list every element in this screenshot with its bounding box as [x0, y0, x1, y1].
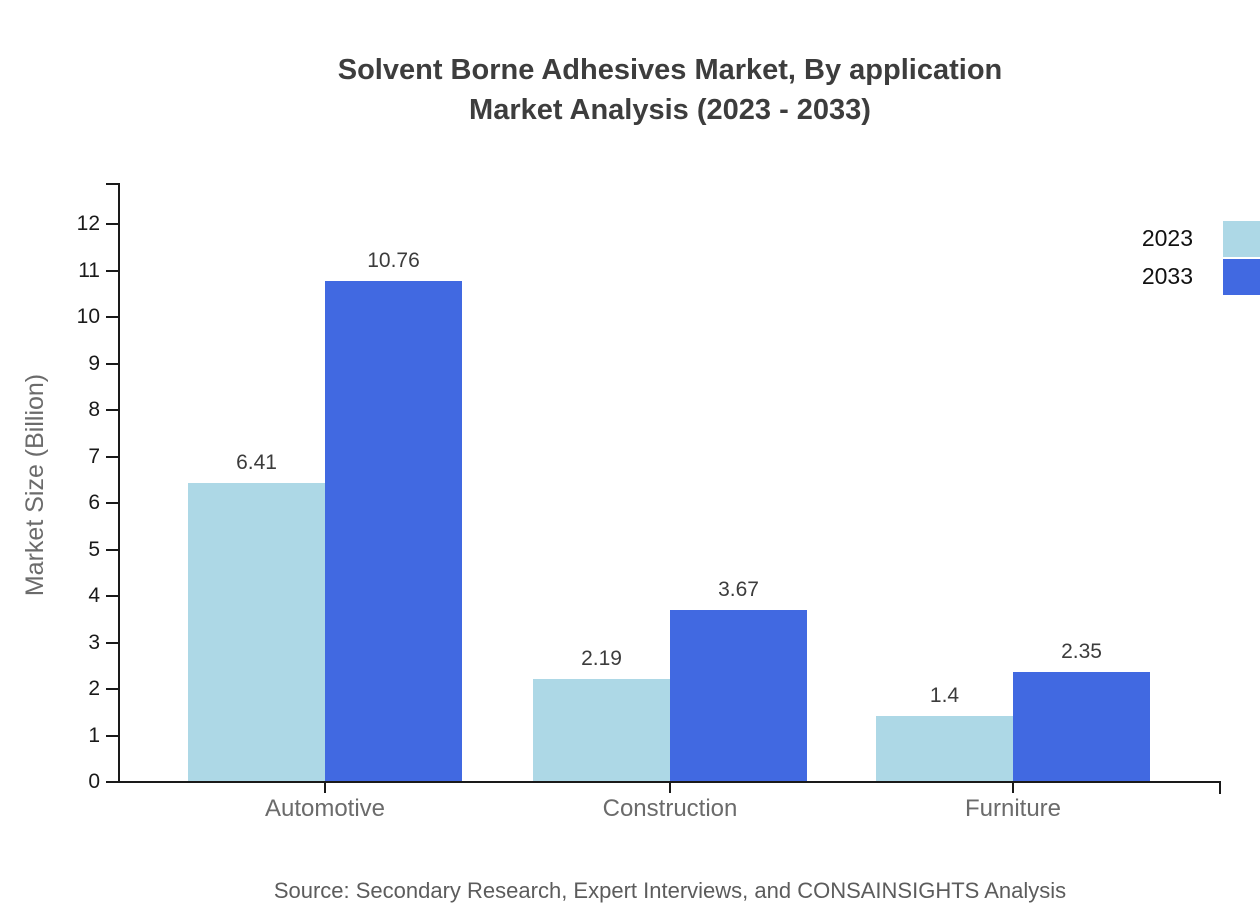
- legend-label-2023: 2023: [1141, 225, 1193, 251]
- value-label: 2.19: [581, 647, 622, 671]
- y-tick-label: 9: [88, 351, 100, 375]
- y-tick: [106, 781, 118, 783]
- y-tick: [106, 409, 118, 411]
- chart-title: [80, 50, 1260, 130]
- y-axis-line: [118, 183, 120, 783]
- value-label: 6.41: [236, 450, 277, 474]
- x-category-label-construction: Construction: [602, 795, 738, 822]
- y-tick-label: 10: [76, 305, 100, 328]
- y-tick: [106, 735, 118, 737]
- legend-swatch-2033: [1223, 259, 1260, 295]
- y-tick-label: 0: [88, 770, 100, 793]
- x-tick: [669, 783, 671, 793]
- bar-2023-furniture: [876, 716, 1013, 781]
- value-label: 3.67: [718, 578, 759, 602]
- y-tick: [106, 316, 118, 318]
- y-axis-endcap-tick: [106, 183, 118, 185]
- x-tick: [324, 783, 326, 793]
- y-tick-label: 1: [88, 723, 100, 747]
- y-tick-label: 4: [88, 584, 100, 607]
- y-tick-label: 8: [88, 398, 100, 421]
- y-tick: [106, 595, 118, 597]
- legend-label-2033: 2033: [1141, 263, 1193, 289]
- bar-2033-construction: [670, 610, 807, 781]
- y-tick-label: 2: [88, 677, 100, 700]
- y-tick: [106, 502, 118, 504]
- y-tick: [106, 456, 118, 458]
- x-category-label-automotive: Automotive: [264, 795, 386, 822]
- y-tick: [106, 549, 118, 551]
- x-tick: [1012, 783, 1014, 793]
- y-tick-label: 12: [76, 212, 100, 235]
- value-label: 10.76: [367, 248, 420, 272]
- y-tick: [106, 270, 118, 272]
- bar-2033-furniture: [1013, 672, 1150, 781]
- chart-title-line1: Solvent Borne Adhesives Market, By application: [337, 54, 1003, 86]
- y-tick: [106, 223, 118, 225]
- legend-swatch-2023: [1223, 221, 1260, 257]
- y-tick: [106, 688, 118, 690]
- bar-2023-automotive: [188, 483, 325, 781]
- y-tick-label: 7: [88, 444, 100, 468]
- y-tick-label: 6: [88, 491, 100, 514]
- bar-2033-automotive: [325, 281, 462, 781]
- y-tick: [106, 642, 118, 644]
- y-tick-label: 11: [78, 258, 100, 282]
- value-label: 1.4: [929, 683, 960, 707]
- source-text: Source: Secondary Research, Expert Interviews, and CONSAINSIGHTS Analysis: [273, 878, 1067, 903]
- bar-2023-construction: [533, 679, 670, 781]
- y-tick-label: 5: [88, 537, 100, 561]
- chart-title-line2: Market Analysis (2023 - 2033): [469, 94, 871, 126]
- value-label: 2.35: [1061, 639, 1102, 663]
- x-axis-endcap-tick: [1219, 781, 1221, 794]
- y-tick: [106, 363, 118, 365]
- x-category-label-furniture: Furniture: [964, 795, 1062, 822]
- y-axis-title: Market Size (Billion): [21, 373, 49, 597]
- y-tick-label: 3: [88, 630, 100, 654]
